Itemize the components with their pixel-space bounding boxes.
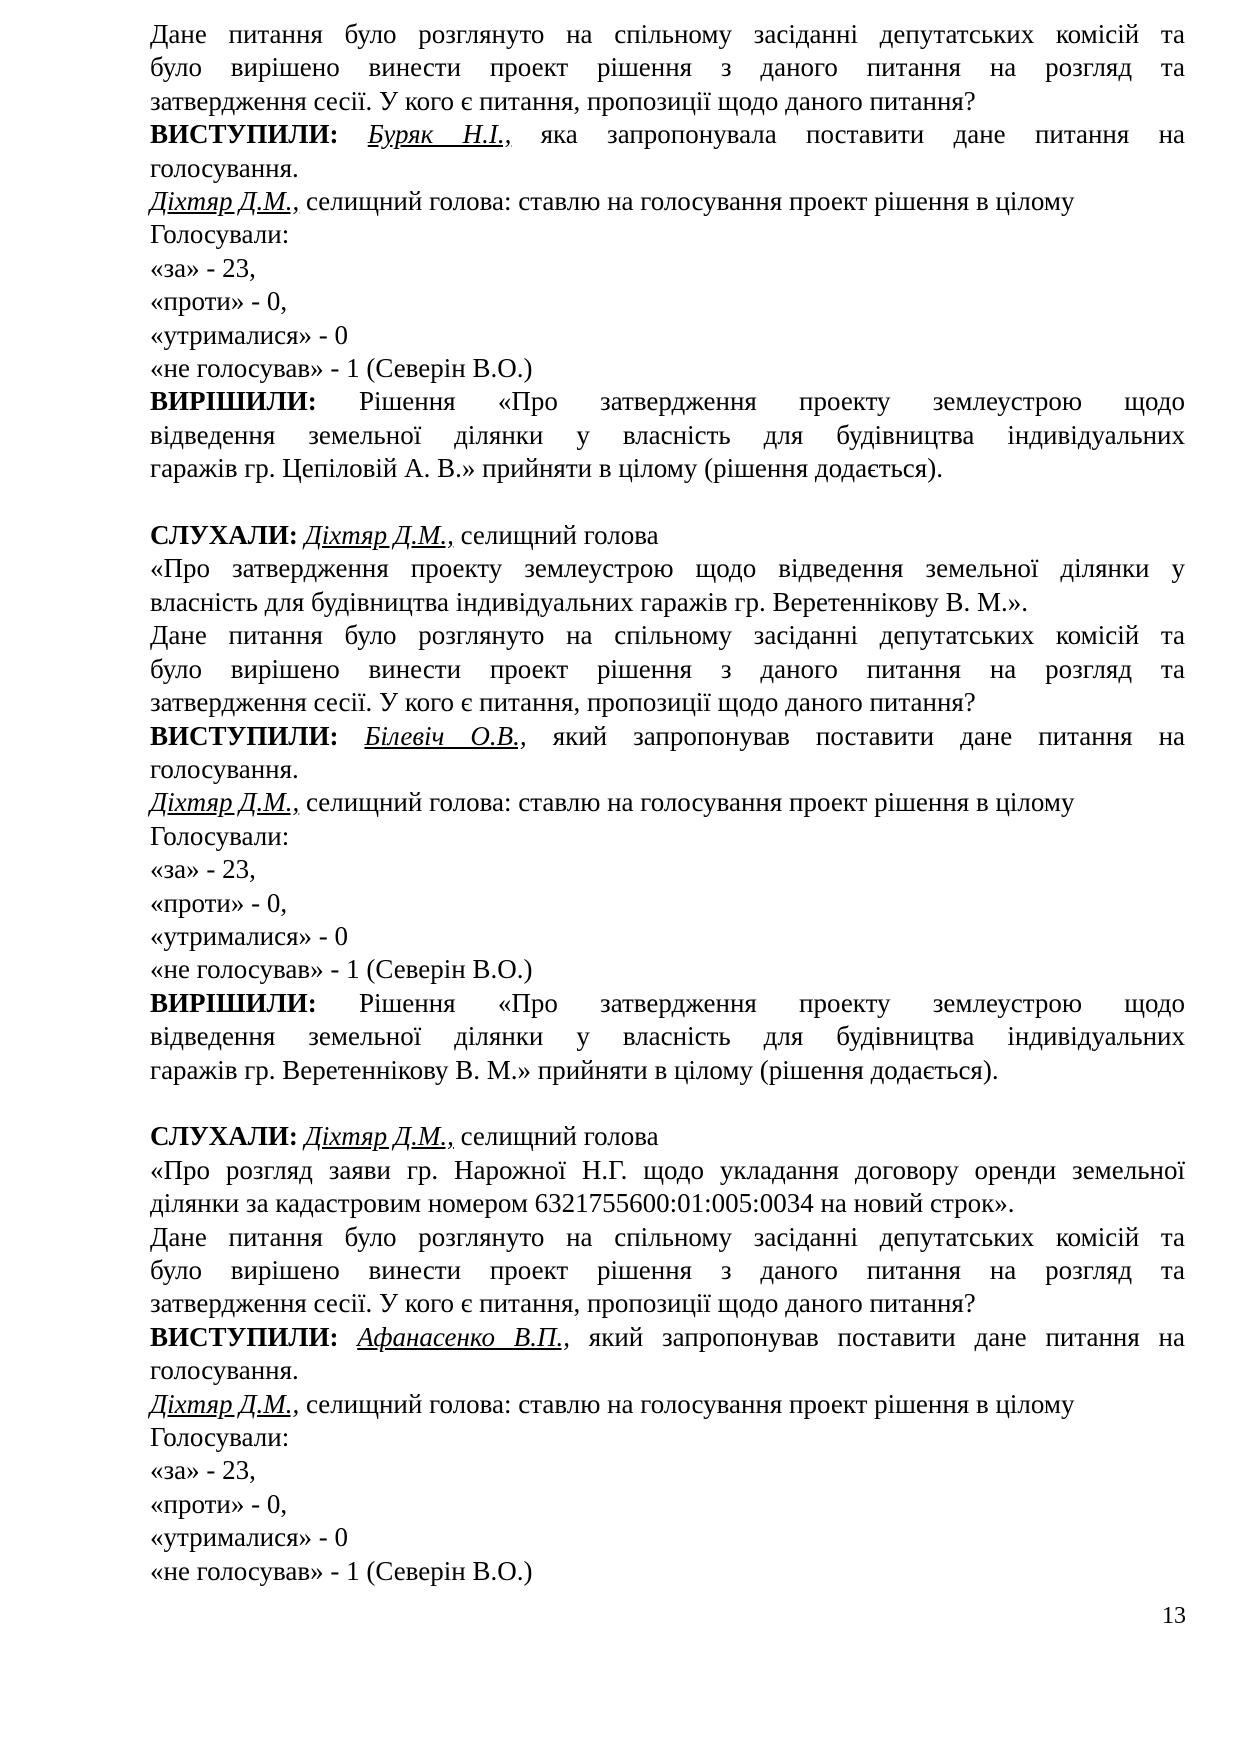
decision-label: ВИРІШИЛИ: bbox=[150, 386, 317, 417]
votes-header: Голосували: bbox=[150, 1422, 290, 1453]
votes-for: «за» - 23, bbox=[150, 252, 256, 283]
heard-text: селищний голова bbox=[453, 1121, 659, 1152]
decision-line bbox=[150, 385, 1185, 418]
speakers-label: ВИСТУПИЛИ: bbox=[150, 1321, 339, 1352]
agenda-item-2 bbox=[150, 519, 1185, 1087]
votes-abstained: «утрималися» - 0 bbox=[150, 1522, 349, 1553]
chair-line bbox=[150, 185, 1185, 218]
intro-line: було вирішено винести проект рішення з даного питання на розгляд та bbox=[150, 653, 1185, 684]
agenda-item-3 bbox=[150, 1120, 1185, 1588]
speakers-line: голосування. bbox=[150, 1355, 299, 1386]
speaker-name: Буряк Н.І., bbox=[367, 119, 512, 150]
decision-line: відведення земельної ділянки у власність для будівництва індивідуальних bbox=[150, 1021, 1185, 1052]
chair-line bbox=[150, 1388, 1185, 1421]
speakers-line bbox=[150, 118, 1185, 151]
intro-line: було вирішено винести проект рішення з даного питання на розгляд та bbox=[150, 1255, 1185, 1285]
intro-line: Дане питання було розглянуто на спільному засіданні депутатських комісій та bbox=[150, 620, 1185, 651]
votes-for: «за» - 23, bbox=[150, 1455, 256, 1486]
chair-name: Діхтяр Д.М., bbox=[150, 1388, 300, 1419]
decision-text: Рішення «Про затвердження проекту землеустрою щодо bbox=[316, 987, 1185, 1018]
topic-line: «Про розгляд заяви гр. Нарожної Н.Г. щодо укладання договору оренди земельної bbox=[150, 1154, 1185, 1185]
heard-text: селищний голова bbox=[453, 520, 659, 551]
heard-line bbox=[150, 519, 1185, 552]
heard-line bbox=[150, 1120, 1185, 1153]
intro-line: Дане питання було розглянуто на спільному засіданні депутатських комісій та bbox=[150, 19, 1185, 49]
speaker-name: Білевіч О.В., bbox=[364, 720, 527, 751]
speaker-text: який запропонував поставити дане питання на bbox=[570, 1321, 1185, 1352]
chair-line bbox=[150, 786, 1185, 819]
speaker-text: яка запропонувала поставити дане питання на bbox=[511, 119, 1186, 150]
chair-name: Діхтяр Д.М., bbox=[150, 186, 300, 217]
page-number: 13 bbox=[1162, 1603, 1186, 1629]
votes-for: «за» - 23, bbox=[150, 854, 256, 885]
intro-line: затвердження сесії. У кого є питання, пропозиції щодо даного питання? bbox=[150, 687, 976, 718]
decision-line: відведення земельної ділянки у власність для будівництва індивідуальних bbox=[150, 419, 1185, 450]
topic-line: «Про затвердження проекту землеустрою щодо відведення земельної ділянки у bbox=[150, 553, 1185, 584]
heard-label: СЛУХАЛИ: bbox=[150, 1121, 298, 1152]
speaker-text: який запропонував поставити дане питання на bbox=[526, 720, 1186, 751]
topic-line: власність для будівництва індивідуальних гаражів гр. Веретеннікову В. М.». bbox=[150, 586, 1028, 617]
votes-abstained: «утрималися» - 0 bbox=[150, 319, 349, 350]
spacer bbox=[150, 486, 1185, 519]
speakers-label: ВИСТУПИЛИ: bbox=[150, 720, 339, 751]
speakers-label: ВИСТУПИЛИ: bbox=[150, 119, 339, 150]
agenda-item-1 bbox=[150, 18, 1185, 486]
votes-against: «проти» - 0, bbox=[150, 1488, 288, 1519]
topic-line: ділянки за кадастровим номером 6321755600:01:005:0034 на новий строк». bbox=[150, 1188, 1015, 1219]
speakers-line bbox=[150, 1321, 1185, 1354]
intro-line: Дане питання було розглянуто на спільному засіданні депутатських комісій та bbox=[150, 1221, 1185, 1252]
votes-not-voted: «не голосував» - 1 (Северін В.О.) bbox=[150, 353, 533, 384]
votes-header: Голосували: bbox=[150, 820, 290, 851]
votes-header: Голосували: bbox=[150, 219, 290, 250]
document-page bbox=[150, 18, 1185, 1588]
speakers-line: голосування. bbox=[150, 152, 299, 183]
votes-not-voted: «не голосував» - 1 (Северін В.О.) bbox=[150, 1555, 533, 1586]
votes-against: «проти» - 0, bbox=[150, 887, 288, 918]
decision-line: гаражів гр. Веретеннікову В. М.» прийняти в цілому (рішення додається). bbox=[150, 1054, 999, 1085]
decision-text: Рішення «Про затвердження проекту землеустрою щодо bbox=[316, 386, 1185, 417]
intro-line: було вирішено винести проект рішення з даного питання на розгляд та bbox=[150, 52, 1185, 83]
speaker-name: Афанасенко В.П., bbox=[357, 1321, 571, 1352]
votes-abstained: «утрималися» - 0 bbox=[150, 920, 349, 951]
intro-line: затвердження сесії. У кого є питання, пропозиції щодо даного питання? bbox=[150, 1288, 976, 1319]
decision-line: гаражів гр. Цепіловій А. В.» прийняти в цілому (рішення додається). bbox=[150, 453, 943, 484]
chair-text: селищний голова: ставлю на голосування проект рішення в цілому bbox=[299, 1388, 1075, 1419]
speakers-line: голосування. bbox=[150, 753, 299, 784]
speakers-line bbox=[150, 720, 1185, 753]
intro-line: затвердження сесії. У кого є питання, пропозиції щодо даного питання? bbox=[150, 85, 976, 116]
heard-name: Діхтяр Д.М., bbox=[304, 1121, 454, 1152]
chair-text: селищний голова: ставлю на голосування проект рішення в цілому bbox=[299, 186, 1075, 217]
decision-label: ВИРІШИЛИ: bbox=[150, 987, 317, 1018]
votes-not-voted: «не голосував» - 1 (Северін В.О.) bbox=[150, 954, 533, 985]
heard-name: Діхтяр Д.М., bbox=[304, 520, 454, 551]
chair-name: Діхтяр Д.М., bbox=[150, 787, 300, 818]
votes-against: «проти» - 0, bbox=[150, 286, 288, 317]
chair-text: селищний голова: ставлю на голосування проект рішення в цілому bbox=[299, 787, 1075, 818]
decision-line bbox=[150, 987, 1185, 1020]
heard-label: СЛУХАЛИ: bbox=[150, 520, 298, 551]
spacer bbox=[150, 1087, 1185, 1120]
